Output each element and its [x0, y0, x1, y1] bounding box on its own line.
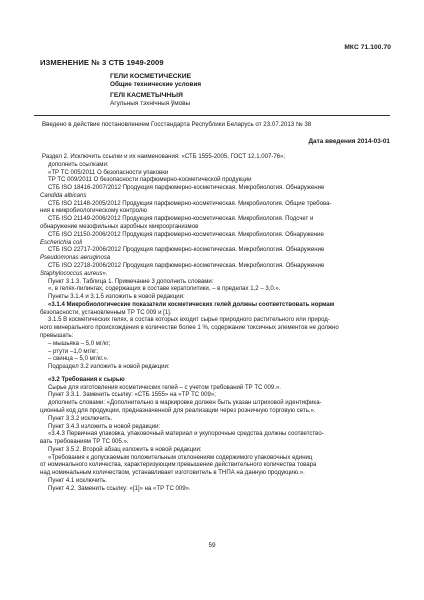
body-line: СТБ ISO 21149-2006/2012 Продукция парфюмерно-косметическая. Микробиология. Подсчет и — [48, 216, 314, 223]
body-line: над номинальным количеством, устанавливает изготовитель в ТНПА на данную продукцию.». — [40, 470, 305, 477]
body-line: 3.1.5 В косметических гелях, в состав которых входит сырье природного растительного или природ- — [48, 317, 330, 324]
body-line: обнаружение мезофильных аэробных микроорганизмов — [40, 224, 199, 231]
body-line: – свинца – 5,0 мг/кг.». — [48, 356, 109, 363]
body-line: дополнить ссылками: — [48, 161, 109, 168]
subtitle-ru: Общие технические условия — [110, 81, 202, 88]
standard-title-by — [110, 92, 190, 108]
body-line: «3.1.4 Микробиологические показатели косметических гелей должны соответствовать нормам — [48, 301, 335, 308]
body-line: Пункт 3.5.2. Второй абзац изложить в новой редакции: — [48, 446, 202, 453]
body-line: – ртути –1,0 мг/кг; — [48, 348, 98, 355]
body-line: «, в гелях-пилингах, содержащих в составе кератолитики, – в пределах 1,2 – 3,0.». — [48, 286, 281, 293]
body-line: ного минерального происхождения в количестве более 1 %, содержание токсичных элементов не должно — [40, 325, 339, 332]
body-line: Пункт 3.4.3 изложить в новой редакции: — [48, 423, 161, 430]
intro-text: Введено в действие постановлением Госстандарта Республики Беларусь от 23.07.2013 № 38 — [42, 121, 312, 128]
body-line: «ТР ТС 005/2011 О безопасности упаковки — [48, 169, 169, 176]
body-line: Подраздел 3.2 изложить в новой редакции: — [48, 364, 170, 371]
body-line: превышать: — [40, 332, 74, 339]
body-line: «3.2 Требования к сырью — [48, 376, 125, 383]
subtitle-by: Агульныя тэхнічныя ўмовы — [110, 100, 191, 107]
effective-date: Дата введения 2014-03-01 — [308, 138, 390, 145]
standard-title-ru — [110, 73, 201, 89]
body-line: СТБ ISO 22718-2006/2012 Продукция парфюмерно-косметическая. Микробиология. Обнаружение — [48, 262, 325, 269]
body-line: Пункты 3.1.4 и 3.1.5 изложить в новой редакции: — [48, 294, 185, 301]
body-line: СТБ ISO 21148-2005/2012 Продукция парфюмерно-косметическая. Микробиология. Общие требова- — [48, 200, 332, 207]
body-line: Пункт 4.2. Заменить ссылку: «[1]» на «ТР ТС 009». — [48, 485, 191, 492]
title-ru: ГЕЛИ КОСМЕТИЧЕСКИЕ — [110, 73, 192, 80]
body-line: Сырье для изготовления косметических гелей – с учетом требований ТР ТС 009.». — [48, 384, 281, 391]
body-line: от номинального количества, характеризующим превышение действительного количества товара — [40, 462, 317, 469]
title-by: ГЕЛІ КАСМЕТЫЧНЫЯ — [110, 92, 183, 99]
body-line: Candida albicans — [40, 192, 87, 199]
body-line: ния к микробиологическому контролю — [40, 208, 147, 215]
body-line: Пункт 3.3.1. Заменить ссылку: «СТБ 1555» на «ТР ТС 009»; — [48, 392, 216, 399]
body-line: вать требованиям ТР ТС 005.». — [40, 439, 129, 446]
amendment-body — [40, 154, 390, 494]
body-line: Escherichia coli — [40, 239, 83, 246]
body-line: СТБ ISO 18416-2007/2012 Продукция парфюмерно-косметическая. Микробиология. Обнаружение — [48, 185, 325, 192]
body-line: дополнить словами: «Дополнительно в маркировке должен быть указан штриховой идентифика- — [48, 400, 322, 407]
divider — [34, 115, 390, 116]
body-line: Пункт 3.1.3. Таблица 1. Примечание 3 дополнить словами: — [48, 278, 214, 285]
body-line: Pseudomonas aeruginosa — [40, 255, 111, 262]
body-line: СТБ ISO 21150-2006/2012 Продукция парфюмерно-косметическая. Микробиология. Обнаружение — [48, 231, 324, 238]
body-line: безопасности, установленным ТР ТС 009 и [1]. — [40, 309, 172, 316]
body-line: СТБ ISO 22717-2006/2012 Продукция парфюмерно-косметическая. Микробиология. Обнаружение — [48, 247, 325, 254]
body-line: Раздел 2. Исключить ссылки и их наименования: «СТБ 1555-2005, ГОСТ 12.1.007-76»; — [42, 154, 286, 160]
page-number: 59 — [208, 542, 216, 549]
amendment-title: ИЗМЕНЕНИЕ № 3 СТБ 1949-2009 — [40, 58, 164, 67]
body-line: Пункт 3.3.2 исключить. — [48, 415, 113, 422]
body-line: ционный код для продукции, предназначенной для реализации через розничную торговую сеть.». — [40, 408, 316, 414]
body-line: – мышьяка – 5,0 мг/кг; — [48, 340, 111, 347]
body-line: Staphylococcus aureus». — [40, 270, 108, 277]
body-line: «Требования к допускаемым положительным отклонениям содержимого упаковочных единиц — [48, 454, 313, 461]
body-line: Пункт 4.1 исключить. — [48, 478, 108, 485]
mks-code: МКС 71.100.70 — [344, 44, 391, 51]
body-line: «3.4.3 Первичная упаковка, упаковочный материал и укупорочные средства должны соответство- — [48, 431, 324, 438]
body-line: ТР ТС 009/2011 О безопасности парфюмерно-косметической продукции — [48, 177, 252, 184]
